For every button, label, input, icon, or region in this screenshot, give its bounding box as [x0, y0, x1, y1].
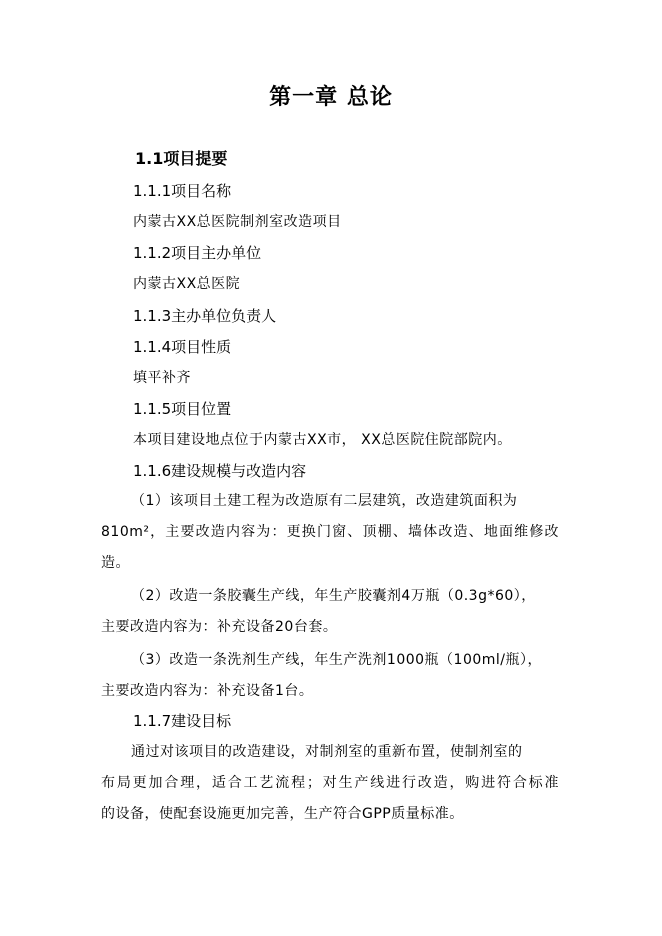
- chapter-title: 第一章 总论: [269, 85, 393, 110]
- heading-1-1-5: 1.1.5项目位置: [133, 400, 232, 418]
- scale-paragraph-3-line-2: 主要改造内容为：补充设备1台。: [101, 683, 314, 699]
- scale-paragraph-1-line-3: 造。: [101, 555, 130, 571]
- scale-paragraph-1-line-1: （1）该项目土建工程为改造原有二层建筑，改造建筑面积为: [131, 493, 518, 509]
- nature-text: 填平补齐: [133, 370, 191, 386]
- heading-1-1: 1.1项目提要: [135, 149, 228, 168]
- scale-paragraph-3-line-1: （3）改造一条洗剂生产线，年生产洗剂1000瓶（100ml/瓶），: [131, 652, 543, 668]
- sponsor-text: 内蒙古XX总医院: [133, 276, 241, 292]
- scale-paragraph-1-line-2: 810m²，主要改造内容为：更换门窗、顶棚、墙体改造、地面维修改: [101, 524, 559, 540]
- goal-line-2: 布局更加合理，适合工艺流程；对生产线进行改造，购进符合标准: [101, 775, 559, 791]
- heading-1-1-3: 1.1.3主办单位负责人: [133, 307, 277, 325]
- goal-line-1: 通过对该项目的改造建设，对制剂室的重新布置，使制剂室的: [131, 744, 523, 760]
- location-text: 本项目建设地点位于内蒙古XX市， XX总医院住院部院内。: [133, 432, 512, 448]
- scale-paragraph-2-line-2: 主要改造内容为：补充设备20台套。: [101, 619, 338, 635]
- heading-1-1-1: 1.1.1项目名称: [133, 182, 232, 200]
- goal-line-3: 的设备，使配套设施更加完善，生产符合GPP质量标准。: [101, 806, 464, 822]
- project-name-text: 内蒙古XX总医院制剂室改造项目: [133, 214, 342, 230]
- heading-1-1-6: 1.1.6建设规模与改造内容: [133, 462, 307, 480]
- heading-1-1-7: 1.1.7建设目标: [133, 712, 232, 730]
- heading-1-1-2: 1.1.2项目主办单位: [133, 244, 262, 262]
- heading-1-1-4: 1.1.4项目性质: [133, 338, 232, 356]
- scale-paragraph-2-line-1: （2）改造一条胶囊生产线，年生产胶囊剂4万瓶（0.3g*60），: [131, 588, 536, 604]
